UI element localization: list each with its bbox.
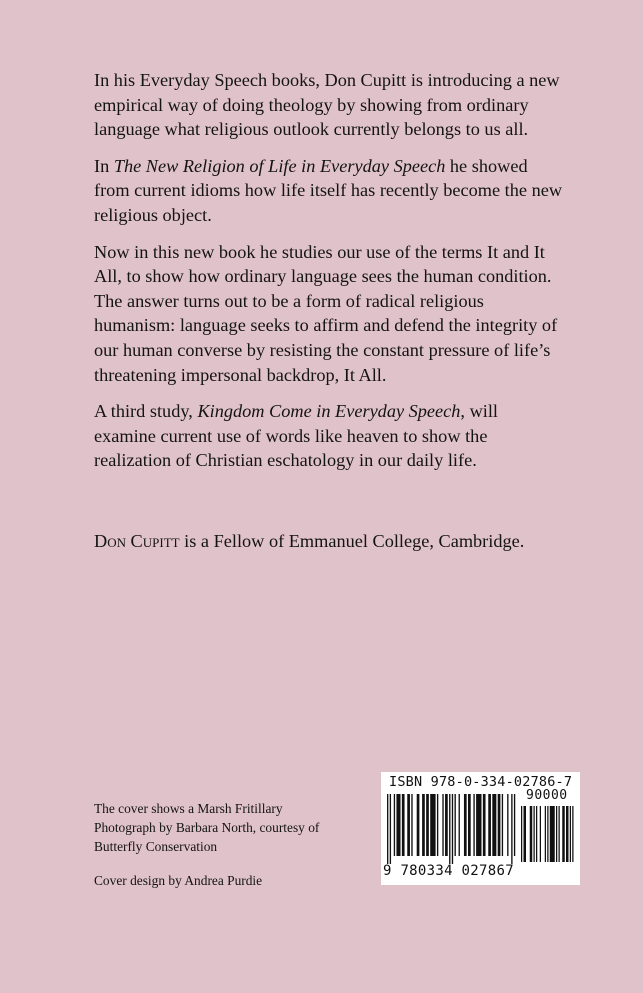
barcode-bar xyxy=(524,806,527,862)
barcode-bar xyxy=(449,794,450,864)
barcode-bar xyxy=(390,794,391,864)
ean-digits: 9 780334 027867 xyxy=(383,863,514,879)
barcode-bar xyxy=(540,806,541,862)
cover-design-credit: Cover design by Andrea Purdie xyxy=(94,873,263,889)
cover-photo-credit xyxy=(94,800,384,856)
barcode-bar xyxy=(417,794,420,856)
blurb-p2-prefix: In xyxy=(94,155,114,176)
barcode-bar xyxy=(426,794,429,856)
cover-credit-line-1: The cover shows a Marsh Fritillary xyxy=(94,801,283,816)
barcode-bar xyxy=(468,794,471,856)
barcode-bar xyxy=(407,794,410,856)
barcode-bar xyxy=(536,806,537,862)
barcode-bar xyxy=(411,794,412,856)
blurb-paragraph-1: In his Everyday Speech books, Don Cupitt is introducing a new empirical way of doing theology by showing from ordinary language what religious outlook currently belongs to us all. xyxy=(94,70,560,140)
barcode-bar xyxy=(521,806,522,862)
barcode-bar xyxy=(562,806,565,862)
barcode-bar xyxy=(464,794,467,856)
cover-credit-line-2: Photograph by Barbara North, courtesy of xyxy=(94,819,320,835)
barcode-bar xyxy=(430,794,435,856)
cover-credits xyxy=(94,800,384,907)
barcode-bar xyxy=(445,794,448,856)
barcode-bar xyxy=(550,806,555,862)
blurb-p2-suffix: he showed from current idioms how life itself has recently become the new religious object. xyxy=(94,155,563,225)
barcode-bar xyxy=(483,794,486,856)
barcode-bar xyxy=(452,794,453,864)
barcode-bar xyxy=(507,794,508,856)
barcode-bar xyxy=(570,806,571,862)
barcode-bar xyxy=(422,794,425,856)
barcode-bar xyxy=(547,806,548,862)
barcode-bar xyxy=(476,794,481,856)
barcode-bar xyxy=(396,794,400,856)
barcode-bar xyxy=(556,806,557,862)
ean13-bars xyxy=(387,794,517,866)
blurb-paragraph-4 xyxy=(94,399,564,473)
barcode-bar xyxy=(394,794,395,856)
barcode-bar xyxy=(545,806,546,862)
barcode-bar xyxy=(488,794,491,856)
cover-credit-line-3: Butterfly Conservation xyxy=(94,838,218,854)
barcode-bar xyxy=(402,794,405,856)
isbn-label: ISBN 978-0-334-02786-7 xyxy=(389,774,573,790)
barcode-bar xyxy=(514,794,515,856)
blurb-paragraph-3: Now in this new book he studies our use of the terms It and It All, to show how ordinary language sees the human condition. The answer turns out to be a form of radical religious humanism: language seeks to affirm and defend the integrity of our human converse by resisting the constant pressure of life’s threatening impersonal backdrop, It All. xyxy=(94,241,558,385)
barcode-bar xyxy=(459,794,460,856)
barcode-bar xyxy=(566,806,569,862)
barcode-bar xyxy=(530,806,533,862)
barcode-bar xyxy=(534,806,535,862)
price-addon-digits: 90000 xyxy=(526,788,568,803)
barcode-bar xyxy=(498,794,501,856)
barcode-bar xyxy=(473,794,474,856)
back-cover-blurb xyxy=(94,68,564,485)
barcode-bar xyxy=(455,794,456,856)
book-title-kingdom-come: Kingdom Come in Everyday Speech xyxy=(197,401,461,422)
barcode-bar xyxy=(492,794,496,856)
barcode-bar xyxy=(502,794,503,856)
blurb-paragraph-2 xyxy=(94,154,564,228)
addon-bars xyxy=(521,806,575,866)
barcode-bar xyxy=(572,806,573,862)
book-title-new-religion: The New Religion of Life in Everyday Speech xyxy=(113,155,446,176)
author-note xyxy=(94,529,594,553)
barcode-bar xyxy=(442,794,443,856)
author-name: Don Cupitt xyxy=(94,531,180,551)
blurb-p4-prefix: A third study, xyxy=(94,401,198,422)
barcode-bar xyxy=(387,794,388,864)
author-description: is a Fellow of Emmanuel College, Cambridge. xyxy=(179,531,525,551)
isbn-barcode xyxy=(381,772,580,885)
barcode-bar xyxy=(511,794,512,864)
blurb-p4-suffix: , will examine current use of words like heaven to show the realization of Christian eschatology in our daily life. xyxy=(94,401,499,471)
barcode-bar xyxy=(559,806,560,862)
barcode-bar xyxy=(437,794,438,856)
